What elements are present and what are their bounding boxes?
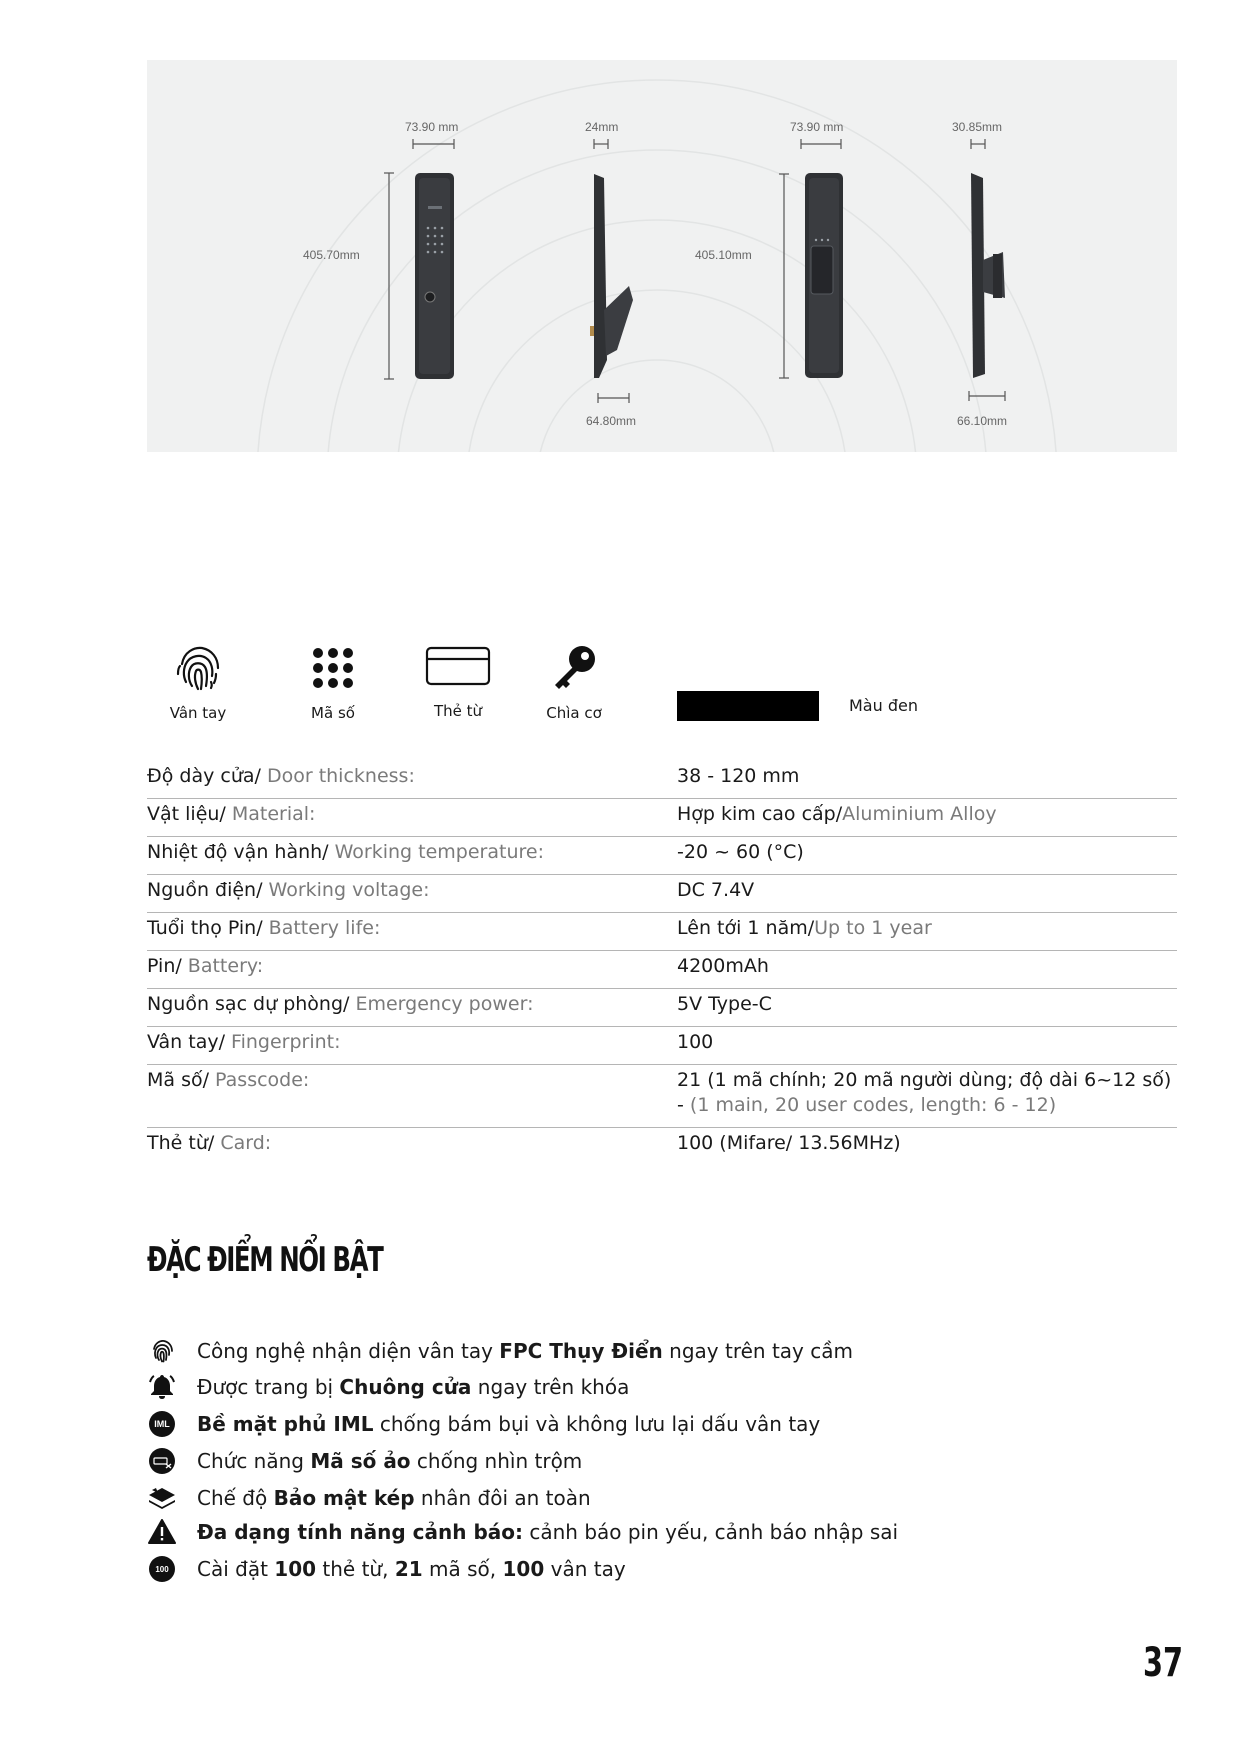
highlight-item xyxy=(147,1409,1047,1439)
table-row xyxy=(147,799,1177,837)
dim-back-handle-depth: 66.10mm xyxy=(957,414,1008,428)
dimension-drawing xyxy=(147,60,1177,452)
spec-value: -20 ~ 60 (°C) xyxy=(677,841,804,863)
dim-back-width: 73.90 mm xyxy=(790,120,844,134)
spec-label-vi: Nhiệt độ vận hành/ xyxy=(147,841,329,863)
product-dimension-diagram xyxy=(147,60,1177,452)
spec-label-en: Fingerprint: xyxy=(225,1031,341,1053)
highlight-text: Được trang bị xyxy=(197,1375,340,1399)
spec-label-en: Material: xyxy=(225,803,316,825)
table-row xyxy=(147,1065,1177,1128)
spec-label-vi: Nguồn sạc dự phòng/ xyxy=(147,993,350,1015)
feature-passcode-label: Mã số xyxy=(311,704,355,722)
hundred-icon xyxy=(147,1554,177,1584)
highlight-bold: 100 xyxy=(502,1557,545,1581)
highlight-item xyxy=(147,1446,1047,1476)
dim-handle-depth: 64.80mm xyxy=(586,414,637,428)
highlight-item xyxy=(147,1483,1047,1513)
spec-value: 21 (1 mã chính; 20 mã người dùng; độ dài 6~12 số) - xyxy=(677,1069,1172,1116)
card-icon xyxy=(403,638,513,694)
spec-value: Lên tới 1 năm/ xyxy=(677,917,815,939)
table-row xyxy=(147,875,1177,913)
highlight-text: Công nghệ nhận diện vân tay xyxy=(197,1339,500,1363)
highlight-text: chống bám bụi và không lưu lại dấu vân tay xyxy=(373,1412,821,1436)
spec-label-en: Working temperature: xyxy=(328,841,544,863)
highlight-text: ngay trên tay cầm xyxy=(662,1339,853,1363)
table-row xyxy=(147,837,1177,875)
feature-key xyxy=(519,640,629,722)
highlight-text: cảnh báo pin yếu, cảnh báo nhập sai xyxy=(523,1520,899,1544)
warning-icon xyxy=(147,1517,177,1547)
feature-key-label: Chìa cơ xyxy=(546,704,602,722)
feature-passcode xyxy=(278,640,388,722)
back-side-view-lock xyxy=(971,173,1005,378)
spec-label-en: Door thickness: xyxy=(260,765,415,787)
dim-back-side-depth: 30.85mm xyxy=(952,120,1003,134)
highlight-item xyxy=(147,1517,1047,1547)
dim-back-height: 405.10mm xyxy=(695,248,752,262)
spec-value: Hợp kim cao cấp/ xyxy=(677,803,843,825)
color-swatch-label: Màu đen xyxy=(849,696,918,715)
spec-label-vi: Vật liệu/ xyxy=(147,803,226,825)
highlight-text: thẻ từ, xyxy=(316,1557,395,1581)
spec-label-vi: Thẻ từ/ xyxy=(147,1132,215,1154)
spec-label-vi: Mã số/ xyxy=(147,1069,210,1091)
highlight-bold: Bề mặt phủ IML xyxy=(197,1412,374,1436)
feature-card-label: Thẻ từ xyxy=(433,702,483,720)
highlight-text: chống nhìn trộm xyxy=(410,1449,583,1473)
highlight-text: Chế độ xyxy=(197,1486,274,1510)
spec-value: 5V Type-C xyxy=(677,993,772,1015)
feature-card xyxy=(403,638,513,720)
fingerprint-icon xyxy=(143,640,253,696)
spec-label-en: Card: xyxy=(214,1132,272,1154)
spec-value-en: (1 main, 20 user codes, length: 6 - 12) xyxy=(689,1094,1057,1116)
spec-label-en: Emergency power: xyxy=(349,993,534,1015)
layers-icon xyxy=(147,1483,177,1513)
table-row xyxy=(147,989,1177,1027)
table-row xyxy=(147,913,1177,951)
spec-value: DC 7.4V xyxy=(677,879,755,901)
table-row xyxy=(147,951,1177,989)
highlight-text: Chức năng xyxy=(197,1449,311,1473)
highlights-title: ĐẶC ĐIỂM NỔI BẬT xyxy=(147,1240,383,1280)
spec-label-vi: Pin/ xyxy=(147,955,182,977)
feature-fingerprint-label: Vân tay xyxy=(169,704,227,722)
iml-badge: IML xyxy=(149,1411,175,1437)
iml-icon xyxy=(147,1409,177,1439)
front-view-lock xyxy=(415,173,454,379)
spec-value: 100 xyxy=(677,1031,714,1053)
highlight-item xyxy=(147,1554,1047,1584)
bell-icon xyxy=(147,1372,177,1402)
back-view-lock xyxy=(805,173,843,378)
spec-value-en: Up to 1 year xyxy=(814,917,932,939)
spec-label-en: Working voltage: xyxy=(262,879,430,901)
highlight-bold: Mã số ảo xyxy=(310,1449,411,1473)
feature-fingerprint xyxy=(143,640,253,722)
spec-value: 38 - 120 mm xyxy=(677,765,800,787)
highlight-text: Cài đặt xyxy=(197,1557,275,1581)
highlight-bold: FPC Thụy Điển xyxy=(499,1339,663,1363)
fingerprint-icon xyxy=(147,1336,177,1366)
keypad-icon xyxy=(278,640,388,696)
table-row xyxy=(147,761,1177,799)
table-row xyxy=(147,1128,1177,1165)
highlight-bold: Đa dạng tính năng cảnh báo: xyxy=(197,1520,523,1544)
page-number: 37 xyxy=(1143,1640,1184,1686)
highlight-bold: 100 xyxy=(274,1557,317,1581)
spec-label-vi: Nguồn điện/ xyxy=(147,879,263,901)
spec-label-vi: Độ dày cửa/ xyxy=(147,765,261,787)
dim-side-depth: 24mm xyxy=(585,120,619,134)
spec-label-en: Battery life: xyxy=(262,917,381,939)
highlight-text: nhân đôi an toàn xyxy=(414,1486,591,1510)
dim-front-height: 405.70mm xyxy=(303,248,360,262)
table-row xyxy=(147,1027,1177,1065)
dim-front-width: 73.90 mm xyxy=(405,120,459,134)
spec-label-vi: Vân tay/ xyxy=(147,1031,225,1053)
spec-value: 100 (Mifare/ 13.56MHz) xyxy=(677,1132,901,1154)
spec-value: 4200mAh xyxy=(677,955,769,977)
spec-label-en: Passcode: xyxy=(209,1069,310,1091)
hundred-badge: 100 xyxy=(149,1556,175,1582)
highlight-text: vân tay xyxy=(544,1557,626,1581)
key-icon xyxy=(519,640,629,696)
spec-value-en: Aluminium Alloy xyxy=(842,803,997,825)
highlight-item xyxy=(147,1336,1047,1366)
highlight-bold: Chuông cửa xyxy=(339,1375,472,1399)
color-swatch-black xyxy=(677,691,819,721)
highlight-bold: 21 xyxy=(394,1557,423,1581)
side-view-lock xyxy=(590,174,633,378)
spec-label-en: Battery: xyxy=(181,955,264,977)
highlight-bold: Bảo mật kép xyxy=(273,1486,415,1510)
spec-label-vi: Tuổi thọ Pin/ xyxy=(147,917,263,939)
highlight-text: ngay trên khóa xyxy=(471,1375,630,1399)
virtual-code-icon xyxy=(147,1446,177,1476)
highlight-item xyxy=(147,1372,1047,1402)
highlight-text: mã số, xyxy=(422,1557,503,1581)
spec-table xyxy=(147,761,1177,1165)
